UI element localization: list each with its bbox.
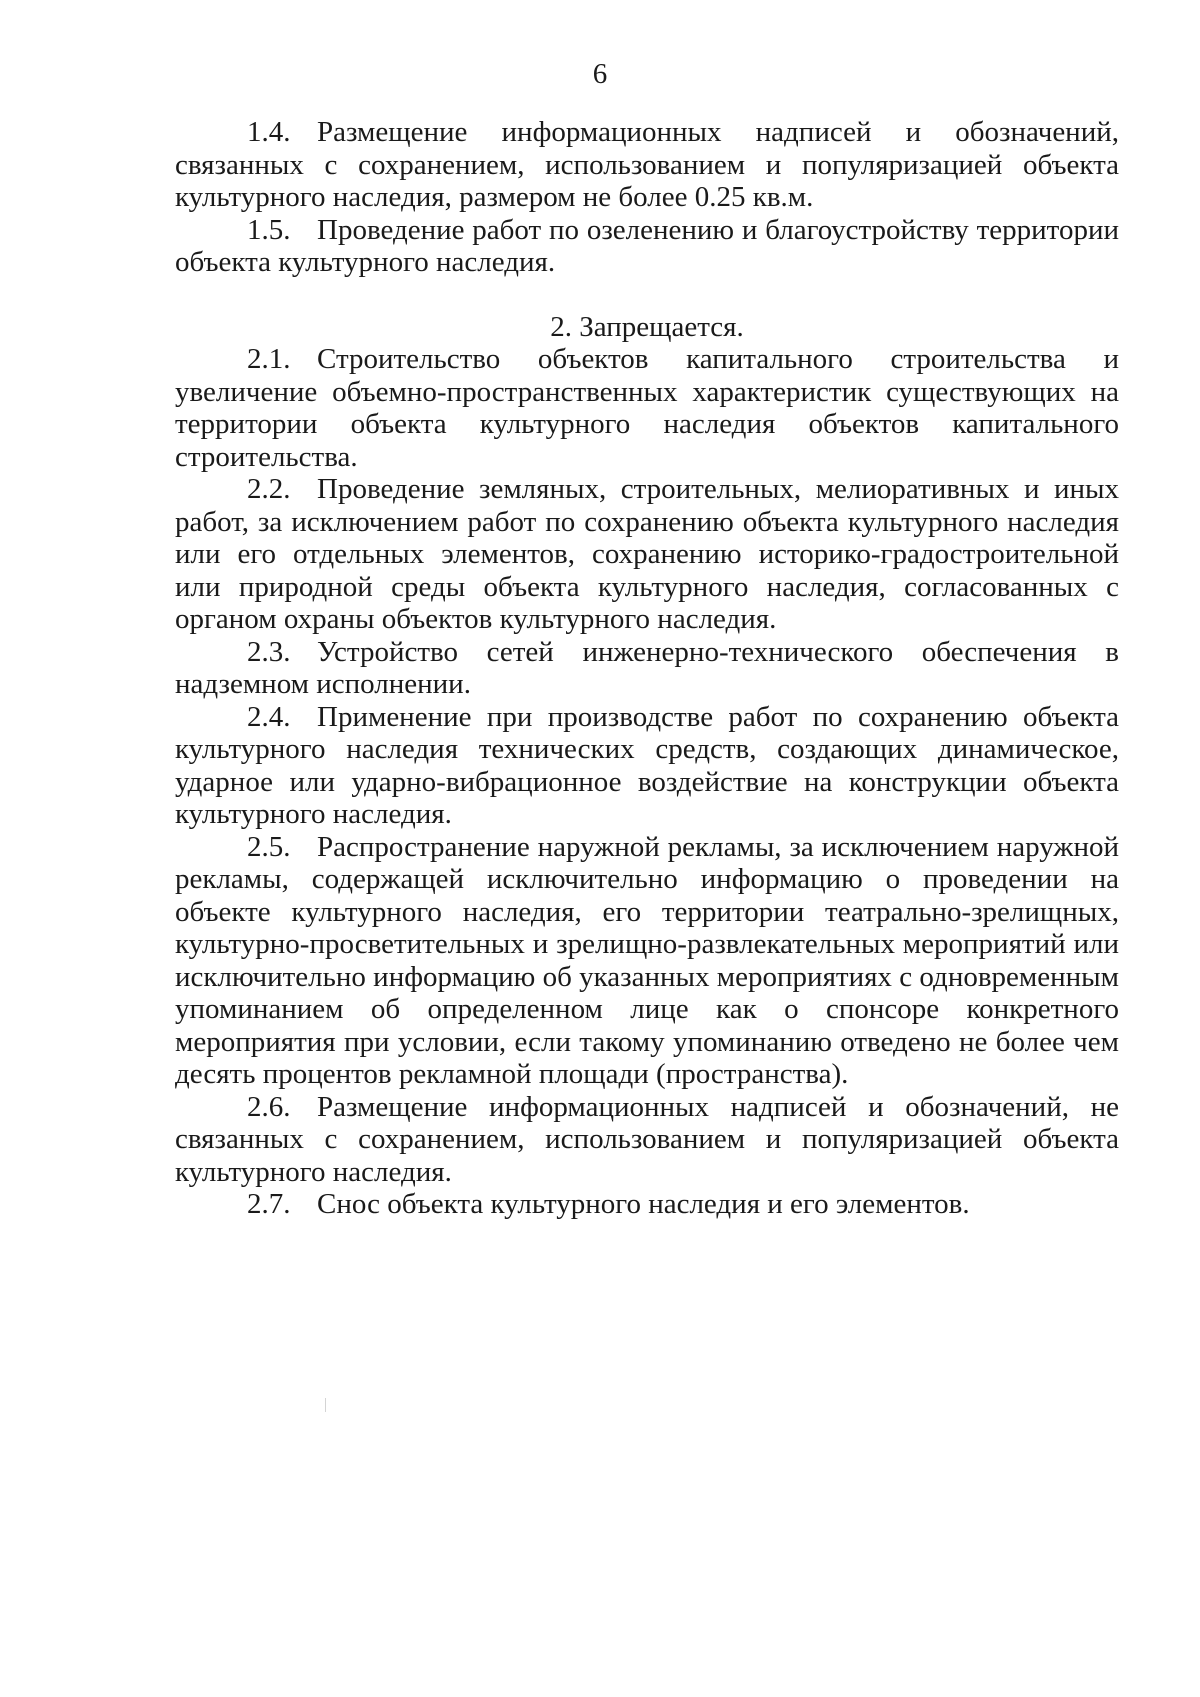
clause-text: Проведение земляных, строительных, мелиоративных и иных работ, за исключением работ по сохранению объекта культурного наследия или его отдельных элементов, сохранению историко-градостроительной или природной среды объекта культурного наследия, согласованных с органом охраны объектов культурного наследия. bbox=[175, 473, 1119, 635]
clause-text: Проведение работ по озеленению и благоустройству территории объекта культурного наследия. bbox=[175, 213, 1119, 278]
clause-2-6 bbox=[175, 1091, 1119, 1189]
clause-text: Снос объекта культурного наследия и его элементов. bbox=[317, 1188, 970, 1220]
clause-text: Размещение информационных надписей и обозначений, не связанных с сохранением, использованием и популяризацией объекта культурного наследия. bbox=[175, 1090, 1119, 1188]
clause-number: 2.4. bbox=[247, 700, 291, 733]
clause-2-7 bbox=[175, 1188, 1119, 1221]
clause-2-3 bbox=[175, 636, 1119, 701]
clause-text: Устройство сетей инженерно-технического обеспечения в надземном исполнении. bbox=[175, 635, 1119, 700]
clause-2-4 bbox=[175, 701, 1119, 831]
clause-text: Применение при производстве работ по сохранению объекта культурного наследия технических средств, создающих динамическое, ударное или ударно-вибрационное воздействие на конструкции объекта культурного наследия. bbox=[175, 700, 1119, 830]
clause-number: 2.1. bbox=[247, 343, 291, 375]
page-number: 6 bbox=[592, 58, 608, 90]
clause-number: 1.5. bbox=[247, 213, 291, 246]
section-2-items bbox=[175, 343, 1119, 1221]
clause-text: Размещение информационных надписей и обозначений, связанных с сохранением, использованием и популяризацией объекта культурного наследия, размером не более 0.25 кв.м. bbox=[175, 116, 1119, 213]
clause-number: 2.2. bbox=[247, 473, 291, 505]
document-body bbox=[175, 116, 1119, 1221]
clause-number: 2.5. bbox=[247, 830, 291, 863]
clause-number: 2.3. bbox=[247, 635, 291, 668]
clause-text: Строительство объектов капитального строительства и увеличение объемно-пространственных характеристик существующих на территории объекта культурного наследия объектов капитального строительства. bbox=[175, 343, 1119, 473]
section-1-items bbox=[175, 116, 1119, 279]
clause-2-5 bbox=[175, 831, 1119, 1091]
clause-number: 2.6. bbox=[247, 1090, 291, 1123]
clause-2-2 bbox=[175, 473, 1119, 636]
section-2-heading: 2. Запрещается. bbox=[550, 310, 744, 343]
clause-text: Распространение наружной рекламы, за исключением наружной рекламы, содержащей исключительно информацию о проведении на объекте культурного наследия, его территории театрально-зрелищных, культурно-просветительных и зрелищно-развлекательных мероприятий или исключительно информацию об указанных мероприятиях с одновременным упоминанием об определенном лице как о спонсоре конкретного мероприятия при условии, если такому упоминанию отведено не более чем десять процентов рекламной площади (пространства). bbox=[175, 830, 1119, 1090]
clause-2-1 bbox=[175, 343, 1119, 473]
clause-number: 1.4. bbox=[247, 116, 291, 148]
clause-1-5 bbox=[175, 214, 1119, 279]
scan-artifact-mark bbox=[325, 1398, 326, 1412]
clause-number: 2.7. bbox=[247, 1188, 291, 1220]
clause-1-4 bbox=[175, 116, 1119, 214]
